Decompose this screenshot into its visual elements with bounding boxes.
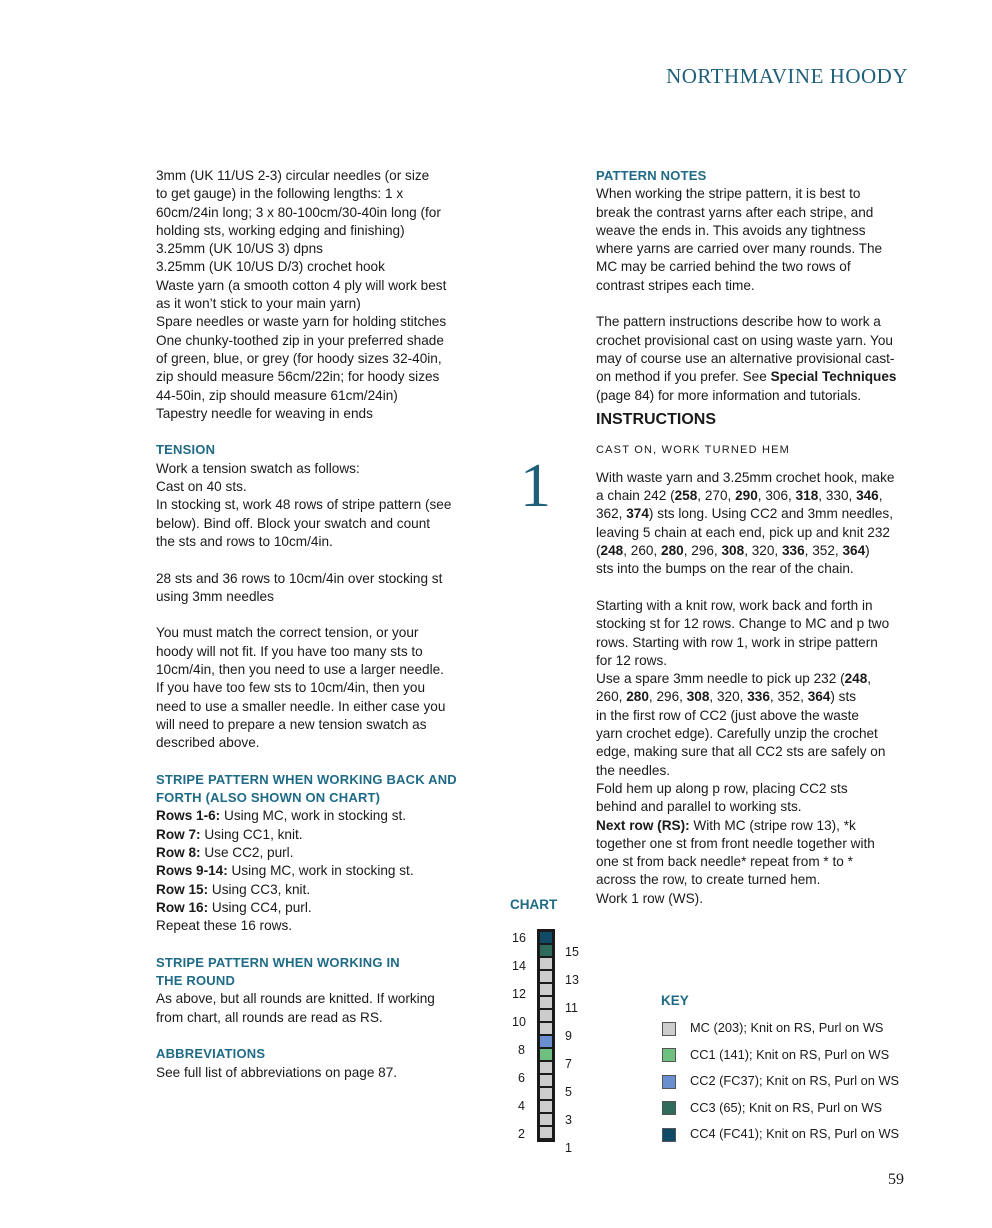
stripe-row-text: Using CC1, knit. bbox=[200, 826, 303, 842]
key-item bbox=[662, 1073, 899, 1089]
materials-line: 3mm (UK 11/US 2-3) circular needles (or size bbox=[156, 168, 430, 183]
key-text: MC (203); Knit on RS, Purl on WS bbox=[690, 1020, 884, 1035]
tension-line: below). Bind off. Block your swatch and count bbox=[156, 515, 431, 531]
tension-warning-line: described above. bbox=[156, 735, 260, 751]
stripe-row-label: Row 7: bbox=[156, 826, 201, 842]
hem-line: behind and parallel to working sts. bbox=[596, 799, 802, 815]
notes-line: where yarns are carried over many rounds. The bbox=[596, 241, 883, 257]
materials-line: as it won’t stick to your main yarn) bbox=[156, 296, 361, 312]
stripe-flat-heading-cont: FORTH (ALSO SHOWN ON CHART) bbox=[156, 790, 381, 806]
next-row-line: Work 1 row (WS). bbox=[596, 890, 703, 906]
materials-line: One chunky-toothed zip in your preferred shade bbox=[156, 332, 444, 348]
chart-cell bbox=[540, 1023, 552, 1034]
stripe-row bbox=[156, 844, 476, 862]
round-line: As above, but all rounds are knitted. If working bbox=[156, 991, 435, 1007]
materials-line: 3.25mm (UK 10/US D/3) crochet hook bbox=[156, 259, 385, 275]
next-row-label: Next row (RS): bbox=[596, 817, 690, 833]
key-item bbox=[662, 1100, 882, 1116]
chart-row-number: 10 bbox=[512, 1015, 526, 1029]
provisional-line: The pattern instructions describe how to work a bbox=[596, 314, 881, 330]
key-text: CC2 (FC37); Knit on RS, Purl on WS bbox=[690, 1073, 900, 1088]
notes-line: contrast stripes each time. bbox=[596, 277, 755, 293]
chart-cell bbox=[540, 984, 552, 995]
hem-line: yarn crochet edge). Carefully unzip the crochet bbox=[596, 726, 878, 742]
caston-line: sts into the bumps on the rear of the chain. bbox=[596, 561, 854, 577]
stripe-row-label: Row 8: bbox=[156, 844, 201, 860]
tension-warning-line: will need to prepare a new tension swatch as bbox=[156, 716, 427, 732]
key-swatch bbox=[662, 1128, 676, 1142]
chart-row-number: 13 bbox=[565, 973, 579, 987]
stripe-row bbox=[156, 881, 476, 899]
tension-warning-line: need to use a smaller needle. In either case you bbox=[156, 698, 446, 714]
stripe-row-label: Row 16: bbox=[156, 899, 209, 915]
caston-line: With waste yarn and 3.25mm crochet hook, make bbox=[596, 469, 895, 485]
tension-warning-line: You must match the correct tension, or your bbox=[156, 625, 419, 641]
next-row-line: across the row, to create turned hem. bbox=[596, 872, 821, 888]
tension-warning-line: hoody will not fit. If you have too many sts to bbox=[156, 643, 423, 659]
stripe-row-label: Row 15: bbox=[156, 881, 209, 897]
chart-row-number: 15 bbox=[565, 945, 579, 959]
chart-cell bbox=[540, 1062, 552, 1073]
notes-line: When working the stripe pattern, it is best to bbox=[596, 186, 861, 202]
tension-line: Work a tension swatch as follows: bbox=[156, 460, 360, 476]
stripe-chart bbox=[537, 929, 555, 1142]
tension-line: Cast on 40 sts. bbox=[156, 479, 247, 495]
gauge-line: using 3mm needles bbox=[156, 588, 274, 604]
key-swatch bbox=[662, 1101, 676, 1115]
tension-line: In stocking st, work 48 rows of stripe pattern (see bbox=[156, 497, 452, 513]
chart-row-number: 16 bbox=[512, 931, 526, 945]
caston-line: a chain 242 (258, 270, 290, 306, 318, 330, 346, bbox=[596, 488, 883, 504]
left-column bbox=[156, 167, 476, 1082]
materials-line: of green, blue, or grey (for hoody sizes 32-40in, bbox=[156, 350, 442, 366]
chart-cell bbox=[540, 1127, 552, 1138]
pattern-notes-heading: PATTERN NOTES bbox=[596, 168, 707, 183]
chart-cell bbox=[540, 997, 552, 1008]
chart-row-number: 4 bbox=[518, 1099, 525, 1113]
chart-row-number: 5 bbox=[565, 1085, 572, 1099]
chart-cell bbox=[540, 1114, 552, 1125]
chart-cell bbox=[540, 1075, 552, 1086]
caston-line: (248, 260, 280, 296, 308, 320, 336, 352, 364) bbox=[596, 543, 870, 559]
next-row-line: one st from back needle* repeat from * to * bbox=[596, 854, 853, 870]
chart-row-number: 6 bbox=[518, 1071, 525, 1085]
notes-line: break the contrast yarns after each stripe, and bbox=[596, 204, 874, 220]
stripe-round-heading-cont: THE ROUND bbox=[156, 973, 236, 989]
stripe-row-label: Rows 1-6: bbox=[156, 808, 221, 824]
key-swatch bbox=[662, 1075, 676, 1089]
notes-line: MC may be carried behind the two rows of bbox=[596, 259, 851, 275]
hem-line: the needles. bbox=[596, 762, 671, 778]
chart-cell bbox=[540, 958, 552, 969]
abbreviations-heading: ABBREVIATIONS bbox=[156, 1046, 266, 1062]
materials-line: 44-50in, zip should measure 61cm/24in) bbox=[156, 387, 398, 403]
next-row-line: Next row (RS): With MC (stripe row 13), *k bbox=[596, 817, 856, 833]
stripe-row-label: Rows 9-14: bbox=[156, 863, 228, 879]
materials-line: zip should measure 56cm/22in; for hoody sizes bbox=[156, 369, 440, 385]
chart-cell bbox=[540, 932, 552, 943]
spare-needle-line: Use a spare 3mm needle to pick up 232 (248, bbox=[596, 671, 872, 687]
stripe-row-text: Use CC2, purl. bbox=[200, 844, 294, 860]
key-item bbox=[662, 1020, 883, 1036]
chart-row-number: 7 bbox=[565, 1057, 572, 1071]
chart-cell bbox=[540, 1049, 552, 1060]
start-line: Starting with a knit row, work back and forth in bbox=[596, 597, 873, 613]
round-line: from chart, all rounds are read as RS. bbox=[156, 1009, 383, 1025]
special-techniques-ref: Special Techniques bbox=[770, 369, 897, 385]
chart-row-number: 8 bbox=[518, 1043, 525, 1057]
key-label: KEY bbox=[661, 993, 689, 1008]
stripe-row bbox=[156, 899, 476, 917]
tension-line: the sts and rows to 10cm/4in. bbox=[156, 533, 333, 549]
caston-line: 362, 374) sts long. Using CC2 and 3mm needles, bbox=[596, 506, 893, 522]
chart-cell bbox=[540, 1088, 552, 1099]
tension-warning-line: If you have too few sts to 10cm/4in, then you bbox=[156, 680, 426, 696]
start-line: stocking st for 12 rows. Change to MC and p two bbox=[596, 616, 890, 632]
start-line: rows. Starting with row 1, work in stripe pattern bbox=[596, 634, 878, 650]
stripe-flat-heading: STRIPE PATTERN WHEN WORKING BACK AND bbox=[156, 771, 457, 787]
page-title: NORTHMAVINE HOODY bbox=[666, 64, 908, 88]
key-text: CC1 (141); Knit on RS, Purl on WS bbox=[690, 1046, 890, 1062]
chart-row-number: 2 bbox=[518, 1127, 525, 1141]
tension-heading: TENSION bbox=[156, 442, 216, 458]
chart-row-number: 9 bbox=[565, 1029, 572, 1043]
key-text: CC3 (65); Knit on RS, Purl on WS bbox=[690, 1099, 883, 1115]
stripe-row-text: Using CC3, knit. bbox=[208, 881, 311, 897]
materials-line: Waste yarn (a smooth cotton 4 ply will work best bbox=[156, 277, 447, 293]
stripe-row-text: Using CC4, purl. bbox=[208, 899, 312, 915]
stripe-row bbox=[156, 862, 476, 880]
stripe-round-heading: STRIPE PATTERN WHEN WORKING IN bbox=[156, 954, 400, 970]
hem-line: Fold hem up along p row, placing CC2 sts bbox=[596, 780, 848, 796]
provisional-line bbox=[596, 368, 916, 386]
chart-row-number: 3 bbox=[565, 1113, 572, 1127]
stripe-row-text: Using MC, work in stocking st. bbox=[227, 863, 414, 879]
chart-cell bbox=[540, 971, 552, 982]
key-swatch bbox=[662, 1048, 676, 1062]
key-item bbox=[662, 1126, 899, 1142]
next-row-line: together one st from front needle together with bbox=[596, 835, 875, 851]
chart-row-number: 11 bbox=[565, 1001, 578, 1015]
chart-label: CHART bbox=[510, 897, 558, 912]
gauge-line: 28 sts and 36 rows to 10cm/4in over stocking st bbox=[156, 570, 443, 586]
step-number: 1 bbox=[520, 452, 551, 520]
chart-row-number: 14 bbox=[512, 959, 526, 973]
provisional-line: (page 84) for more information and tutorials. bbox=[596, 387, 862, 403]
instructions-heading: INSTRUCTIONS bbox=[596, 410, 716, 428]
tension-warning-line: 10cm/4in, then you need to use a larger needle. bbox=[156, 662, 444, 678]
chart-row-number: 1 bbox=[565, 1141, 572, 1155]
notes-line: weave the ends in. This avoids any tightness bbox=[596, 222, 866, 238]
chart-cell bbox=[540, 945, 552, 956]
caston-line: leaving 5 chain at each end, pick up and knit 232 bbox=[596, 524, 890, 540]
materials-line: to get gauge) in the following lengths: 1 x bbox=[156, 186, 404, 202]
materials-line: Tapestry needle for weaving in ends bbox=[156, 405, 373, 421]
chart-row-number: 12 bbox=[512, 987, 526, 1001]
hem-line: in the first row of CC2 (just above the waste bbox=[596, 707, 859, 723]
abbreviations-line: See full list of abbreviations on page 87. bbox=[156, 1064, 398, 1080]
materials-list bbox=[156, 167, 476, 423]
step-title: CAST ON, WORK TURNED HEM bbox=[596, 443, 791, 456]
hem-line: edge, making sure that all CC2 sts are safely on bbox=[596, 744, 886, 760]
materials-line: 60cm/24in long; 3 x 80-100cm/30-40in long (for bbox=[156, 204, 441, 220]
key-text: CC4 (FC41); Knit on RS, Purl on WS bbox=[690, 1126, 900, 1141]
chart-cell bbox=[540, 1010, 552, 1021]
chart-cell bbox=[540, 1036, 552, 1047]
right-column bbox=[596, 167, 916, 908]
chart-cell bbox=[540, 1101, 552, 1112]
key-swatch bbox=[662, 1022, 676, 1036]
repeat-line: Repeat these 16 rows. bbox=[156, 918, 293, 934]
provisional-line: crochet provisional cast on using waste yarn. You bbox=[596, 332, 893, 348]
spare-needle-line: 260, 280, 296, 308, 320, 336, 352, 364) sts bbox=[596, 689, 857, 705]
materials-line: Spare needles or waste yarn for holding stitches bbox=[156, 314, 447, 330]
materials-line: 3.25mm (UK 10/US 3) dpns bbox=[156, 241, 323, 257]
stripe-row-text: Using MC, work in stocking st. bbox=[220, 808, 407, 824]
provisional-text: on method if you prefer. See bbox=[596, 369, 771, 385]
page-number: 59 bbox=[888, 1171, 904, 1188]
key-item bbox=[662, 1047, 889, 1063]
stripe-row bbox=[156, 807, 476, 825]
provisional-line: may of course use an alternative provisional cast- bbox=[596, 350, 895, 366]
materials-line: holding sts, working edging and finishing) bbox=[156, 222, 405, 238]
start-line: for 12 rows. bbox=[596, 652, 668, 668]
stripe-row bbox=[156, 826, 476, 844]
